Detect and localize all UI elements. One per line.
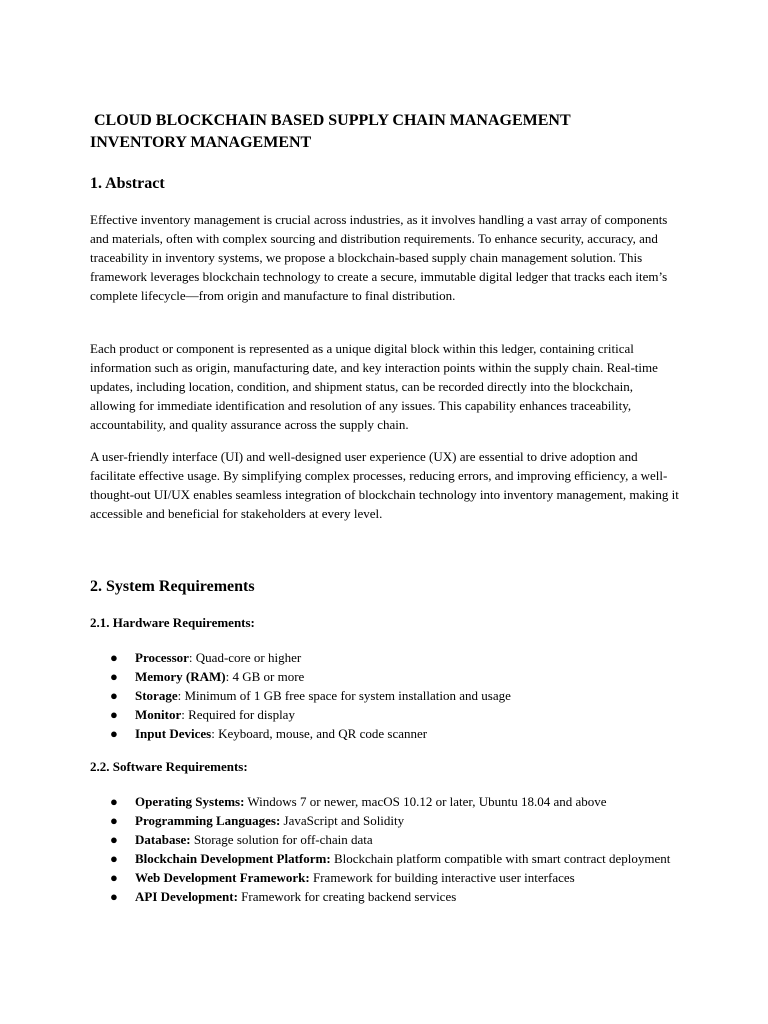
list-item: ● Processor: Quad-core or higher — [110, 650, 302, 665]
document-title — [90, 110, 690, 154]
bullet-icon: ● — [110, 669, 118, 684]
title-line-2: INVENTORY MANAGEMENT — [90, 134, 312, 151]
bullet-icon: ● — [110, 870, 118, 885]
system-requirements-heading: 2. System Requirements — [90, 578, 255, 595]
list-item: ● Blockchain Development Platform: Blockchain platform compatible with smart contract deployment — [110, 851, 671, 866]
software-requirements-list — [90, 792, 680, 906]
title-line-1: CLOUD BLOCKCHAIN BASED SUPPLY CHAIN MANAGEMENT — [94, 112, 571, 129]
bullet-icon: ● — [110, 794, 118, 809]
list-item: ● API Development: Framework for creating backend services — [110, 889, 457, 904]
hardware-requirements-heading: 2.1. Hardware Requirements: — [90, 615, 255, 630]
list-item: ● Operating Systems: Windows 7 or newer, macOS 10.12 or later, Ubuntu 18.04 and above — [110, 794, 607, 809]
abstract-paragraph-2: Each product or component is represented as a unique digital block within this ledger, containing critical information such as origin, manufacturing date, and key interaction points within the supply chain. Real-time updates, including location, condition, and shipment status, can be recorded directly into the blockchain, allowing for immediate identification and resolution of any issues. This capability enhances traceability, accountability, and quality assurance across the supply chain. — [90, 341, 658, 432]
bullet-icon: ● — [110, 832, 118, 847]
bullet-icon: ● — [110, 726, 118, 741]
list-item: ● Memory (RAM): 4 GB or more — [110, 669, 305, 684]
bullet-icon: ● — [110, 707, 118, 722]
abstract-paragraph-3: A user-friendly interface (UI) and well-designed user experience (UX) are essential to drive adoption and facilitate effective usage. By simplifying complex processes, reducing errors, and improving efficiency, a well-thought-out UI/UX enables seamless integration of blockchain technology into inventory management, making it accessible and beneficial for stakeholders at every level. — [90, 449, 679, 521]
list-item: ● Input Devices: Keyboard, mouse, and QR code scanner — [110, 726, 428, 741]
abstract-heading: 1. Abstract — [90, 175, 165, 192]
list-item: ● Programming Languages: JavaScript and Solidity — [110, 813, 405, 828]
list-item: ● Database: Storage solution for off-chain data — [110, 832, 373, 847]
bullet-icon: ● — [110, 889, 118, 904]
hardware-requirements-list — [90, 648, 680, 743]
list-item: ● Storage: Minimum of 1 GB free space for system installation and usage — [110, 688, 511, 703]
abstract-paragraph-1: Effective inventory management is crucial across industries, as it involves handling a vast array of components and materials, often with complex sourcing and distribution requirements. To enhance security, accuracy, and traceability in inventory systems, we propose a blockchain-based supply chain management solution. This framework leverages blockchain technology to create a secure, immutable digital ledger that tracks each item’s complete lifecycle—from origin and manufacture to final distribution. — [90, 212, 668, 303]
software-requirements-heading: 2.2. Software Requirements: — [90, 759, 248, 774]
list-item: ● Monitor: Required for display — [110, 707, 295, 722]
bullet-icon: ● — [110, 851, 118, 866]
bullet-icon: ● — [110, 650, 118, 665]
bullet-icon: ● — [110, 813, 118, 828]
list-item: ● Web Development Framework: Framework for building interactive user interfaces — [110, 870, 575, 885]
bullet-icon: ● — [110, 688, 118, 703]
